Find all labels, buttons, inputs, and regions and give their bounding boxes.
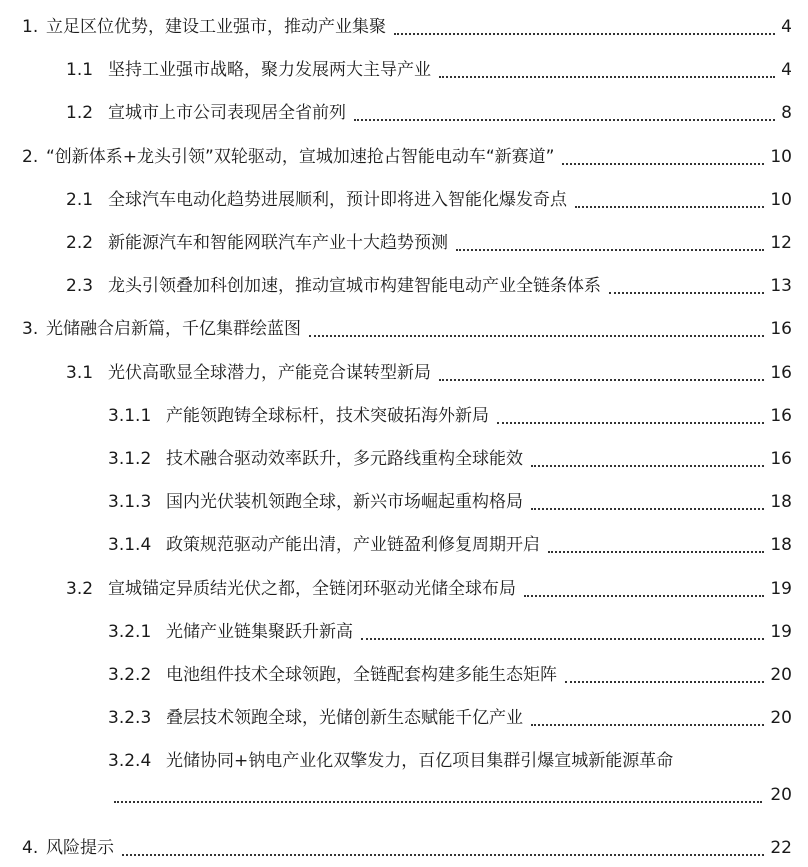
toc-leader-dots bbox=[354, 119, 775, 121]
toc-entry-title: 光储协同+钠电产业化双擎发力，百亿项目集群引爆宣城新能源革命 bbox=[166, 751, 674, 772]
toc-entry-page: 12 bbox=[770, 233, 792, 253]
toc-entry[interactable] bbox=[0, 572, 808, 606]
toc-entry-continuation bbox=[0, 778, 808, 812]
toc-entry-number: 3. bbox=[22, 319, 39, 340]
toc-entry-number: 3.1.4 bbox=[108, 535, 152, 556]
toc-leader-dots bbox=[524, 595, 764, 597]
toc-entry-page: 20 bbox=[770, 708, 792, 729]
toc-entry-number: 3.2.2 bbox=[108, 665, 152, 685]
toc-entry-number: 3.2 bbox=[66, 578, 94, 599]
toc-leader-dots bbox=[531, 724, 764, 726]
toc-entry-number: 2. bbox=[22, 146, 39, 167]
toc-entry-number: 4. bbox=[22, 837, 39, 858]
toc-entry[interactable] bbox=[0, 356, 808, 390]
toc-entry-title: 全球汽车电动化趋势进展顺利，预计即将进入智能化爆发奇点 bbox=[108, 189, 567, 210]
toc-entry-page: 20 bbox=[770, 784, 792, 805]
toc-entry-page: 4 bbox=[781, 60, 792, 81]
toc-leader-dots bbox=[394, 33, 775, 35]
toc-entry[interactable] bbox=[0, 53, 808, 87]
toc-entry-number: 3.1 bbox=[66, 362, 94, 383]
toc-entry-number: 3.2.4 bbox=[108, 751, 152, 772]
toc-entry-title: “创新体系+龙头引领”双轮驱动，宣城加速抢占智能电动车“新赛道” bbox=[46, 146, 555, 167]
toc-entry[interactable] bbox=[0, 615, 808, 649]
toc-entry-page: 22 bbox=[770, 837, 792, 858]
toc-entry-title: 龙头引领叠加科创加速，推动宣城市构建智能电动产业全链条体系 bbox=[108, 276, 601, 297]
toc-entry-number: 3.1.1 bbox=[108, 405, 152, 426]
toc-entry-title: 国内光伏装机领跑全球，新兴市场崛起重构格局 bbox=[166, 492, 523, 513]
toc-entry-number: 3.2.1 bbox=[108, 621, 152, 642]
toc-entry-page: 8 bbox=[781, 103, 792, 124]
toc-entry-title: 坚持工业强市战略，聚力发展两大主导产业 bbox=[108, 60, 431, 81]
toc-leader-dots bbox=[439, 76, 775, 78]
toc-entry[interactable] bbox=[0, 701, 808, 735]
toc-entry[interactable] bbox=[0, 226, 808, 260]
toc-entry-page: 16 bbox=[770, 362, 792, 383]
toc-entry-title: 叠层技术领跑全球，光储创新生态赋能千亿产业 bbox=[166, 708, 523, 729]
toc-leader-dots bbox=[309, 335, 764, 337]
toc-entry-title: 技术融合驱动效率跃升，多元路线重构全球能效 bbox=[166, 449, 523, 469]
toc-entry-number: 1.2 bbox=[66, 103, 94, 124]
toc-entry-page: 10 bbox=[770, 146, 792, 167]
toc-entry-title: 产能领跑铸全球标杆，技术突破拓海外新局 bbox=[166, 405, 489, 426]
toc-entry-title: 立足区位优势，建设工业强市，推动产业集聚 bbox=[46, 17, 386, 37]
toc-entry-number: 2.1 bbox=[66, 189, 94, 210]
toc-entry[interactable] bbox=[0, 658, 808, 692]
toc-entry[interactable] bbox=[0, 140, 808, 174]
toc-entry[interactable] bbox=[0, 528, 808, 562]
toc-entry[interactable] bbox=[0, 831, 808, 865]
toc-entry-title: 光储融合启新篇，千亿集群绘蓝图 bbox=[46, 319, 301, 340]
toc-entry-page: 16 bbox=[770, 319, 792, 340]
toc-entry[interactable] bbox=[0, 485, 808, 519]
toc-leader-dots bbox=[114, 801, 762, 803]
toc-entry-title: 光伏高歌显全球潜力，产能竞合谋转型新局 bbox=[108, 362, 431, 383]
toc-leader-dots bbox=[575, 206, 764, 208]
toc-entry[interactable] bbox=[0, 312, 808, 346]
toc-entry-number: 3.1.2 bbox=[108, 449, 152, 469]
toc-entry-page: 18 bbox=[770, 535, 792, 556]
toc-leader-dots bbox=[565, 681, 764, 683]
toc-leader-dots bbox=[531, 465, 764, 467]
toc-leader-dots bbox=[609, 292, 764, 294]
toc-entry[interactable] bbox=[0, 399, 808, 433]
toc-entry-number: 1.1 bbox=[66, 60, 94, 81]
toc-leader-dots bbox=[439, 379, 764, 381]
toc-entry[interactable] bbox=[0, 269, 808, 303]
toc-entry-page: 18 bbox=[770, 492, 792, 513]
toc-entry-number: 3.2.3 bbox=[108, 708, 152, 729]
toc-entry-number: 3.1.3 bbox=[108, 492, 152, 513]
toc-entry-page: 20 bbox=[770, 665, 792, 685]
toc-entry-title: 宣城市上市公司表现居全省前列 bbox=[108, 103, 346, 124]
toc-entry[interactable] bbox=[0, 96, 808, 130]
toc-leader-dots bbox=[562, 163, 764, 165]
toc-entry[interactable] bbox=[0, 183, 808, 217]
toc-entry-page: 19 bbox=[770, 578, 792, 599]
toc-entry-title: 风险提示 bbox=[46, 837, 114, 858]
toc-leader-dots bbox=[122, 854, 764, 856]
toc-entry-page: 19 bbox=[770, 621, 792, 642]
toc-entry-title: 新能源汽车和智能网联汽车产业十大趋势预测 bbox=[108, 233, 448, 253]
toc-entry-number: 2.3 bbox=[66, 276, 94, 297]
toc-entry-page: 16 bbox=[770, 405, 792, 426]
toc-entry-page: 4 bbox=[781, 17, 792, 37]
toc-entry[interactable] bbox=[0, 10, 808, 44]
toc-entry-title: 宣城锚定异质结光伏之都，全链闭环驱动光储全球布局 bbox=[108, 578, 516, 599]
toc-leader-dots bbox=[531, 508, 764, 510]
toc-entry[interactable] bbox=[0, 744, 808, 778]
toc-leader-dots bbox=[548, 551, 764, 553]
toc-entry-title: 政策规范驱动产能出清，产业链盈利修复周期开启 bbox=[166, 535, 540, 556]
toc-entry[interactable] bbox=[0, 442, 808, 476]
toc-entry-title: 电池组件技术全球领跑，全链配套构建多能生态矩阵 bbox=[166, 665, 557, 685]
toc-entry-number: 2.2 bbox=[66, 233, 94, 253]
toc-entry-page: 13 bbox=[770, 276, 792, 297]
toc-entry-number: 1. bbox=[22, 17, 39, 37]
toc-leader-dots bbox=[456, 249, 764, 251]
toc-leader-dots bbox=[361, 638, 764, 640]
toc-entry-page: 10 bbox=[770, 189, 792, 210]
toc-leader-dots bbox=[497, 422, 764, 424]
toc-entry-page: 16 bbox=[770, 449, 792, 469]
toc-entry-title: 光储产业链集聚跃升新高 bbox=[166, 621, 353, 642]
